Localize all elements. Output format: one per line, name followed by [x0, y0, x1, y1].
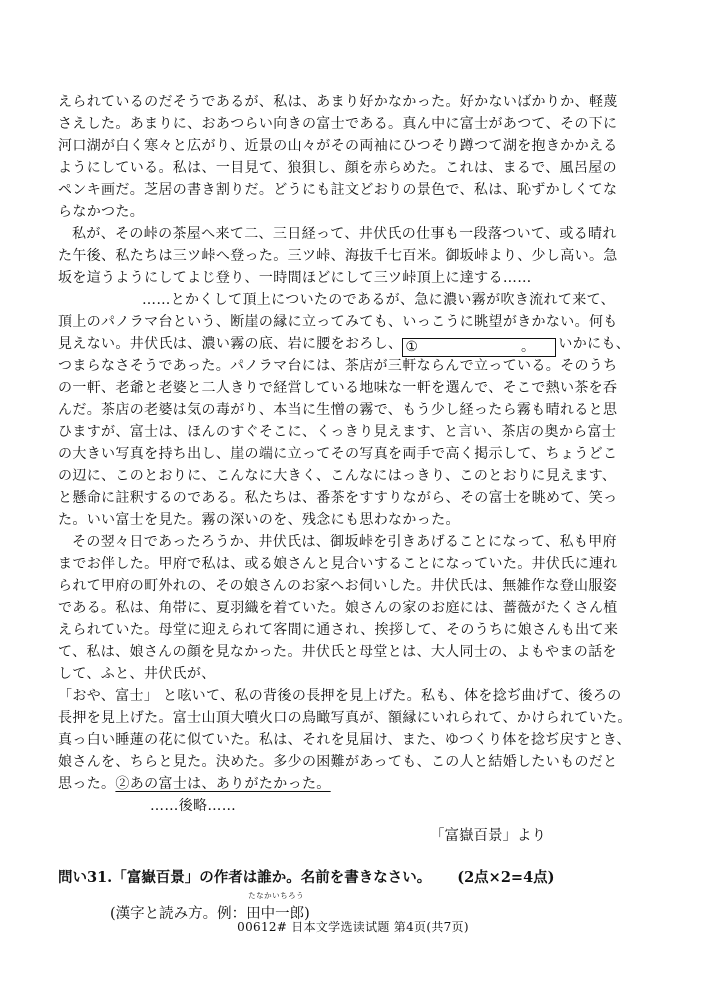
answer-blank-1[interactable]	[402, 338, 556, 357]
omitted-marker: ……後略……	[150, 798, 237, 814]
hint-text: (漢字と読み方。例：	[110, 906, 247, 922]
text-segment: 見えない。井伏氏は、濃い霧の底、岩に腰をおろし、	[58, 336, 403, 352]
question-label: 問い31.「富嶽百景」の作者は誰か。名前を書きなさい。	[58, 869, 432, 886]
text-line-with-underline	[58, 774, 658, 794]
blank-period: 。	[521, 339, 536, 355]
text-line: えられているのだそうであるが、私は、あまり好かなかった。好かないばかりか、軽蔑	[58, 94, 618, 110]
text-line: その翌々日であったろうか、井伏氏は、御坂峠を引きあげることになって、私も甲府	[72, 534, 617, 550]
text-line: の大きい写真を持ち出し、崖の端に立ってその写真を両手で高く掲示して、ちょうどこ	[58, 446, 618, 462]
text-line: 真っ白い睡蓮の花に似ていた。私は、それを見届け、また、ゆつくり体を捻ぢ戻すとき、	[58, 732, 631, 748]
text-line-with-blank	[58, 334, 658, 357]
text-line: の辺に、このとおりに、こんなに大きく、こんなにはっきり、このとおりに見えます、	[58, 468, 617, 484]
text-line: えられていた。母堂に迎えられて客間に通され、挨拶して、そのうちに娘さんも出て来	[58, 622, 619, 638]
text-line: 坂を這うようにしてよじ登り、一時間ほどにして三ツ峠頂上に達する……	[58, 270, 532, 286]
text-line: 長押を見上げた。富士山頂大噴火口の鳥瞰写真が、額縁にいれられて、かけられていた。	[58, 710, 632, 726]
blank-number: ①	[405, 339, 419, 355]
text-line: の一軒、老爺と老婆と二人きりで経営している地味な一軒を選んで、そこで熱い茶を呑	[58, 380, 618, 396]
text-line: 河口湖が白く寒々と広がり、近景の山々がその両袖にひつそり蹲つて湖を抱きかかえる	[58, 138, 618, 154]
text-line: 「おや、富士」 と呟いて、私の背後の長押を見上げた。私も、体を捻ぢ曲げて、後ろの	[58, 688, 622, 704]
text-line: 私が、その峠の茶屋へ来て二、三日経って、井伏氏の仕事も一段落ついて、或る晴れ	[72, 226, 617, 242]
text-line: らなかつた。	[58, 204, 145, 220]
text-line: た。いい富士を見た。霧の深いのを、残念にも思わなかった。	[58, 512, 460, 528]
text-line: んだ。茶店の老婆は気の毒がり、本当に生憎の霧で、もう少し経ったら霧も晴れると思	[58, 402, 618, 418]
text-line: ……とかくして頂上についたのであるが、急に濃い霧が吹き流れて来て、	[142, 292, 615, 308]
source-citation: 「富嶽百景」より	[430, 828, 546, 844]
text-line: と懸命に註釈するのである。私たちは、番茶をすすりながら、その富士を眺めて、笑っ	[58, 490, 618, 506]
text-line: ペンキ画だ。芝居の書き割りだ。どうにも註文どおりの景色で、私は、恥ずかしくてな	[58, 182, 618, 198]
question-points: (2点×2=4点)	[457, 869, 555, 886]
text-line: ひますが、富士は、ほんのすぐそこに、くっきり見えます、と言い、茶店の奥から富士	[58, 424, 617, 440]
text-line: て、私は、娘さんの顔を見なかった。井伏氏と母堂とは、大人同士の、よもやまの話を	[58, 644, 617, 660]
page-footer: 00612# 日本文学选读试题 第4页(共7页)	[237, 920, 469, 934]
text-segment: 思った。	[58, 776, 116, 792]
text-line: さえした。あまりに、おあつらい向きの富士である。真ん中に富士があつて、その下に	[58, 116, 618, 132]
example-reading: たなかいちろう	[248, 891, 305, 900]
text-line: して、ふと、井伏氏が、	[58, 666, 216, 682]
hint-text: )	[304, 906, 310, 922]
example-name-text: 田中一郎	[246, 906, 305, 922]
text-line: までお伴した。甲府で私は、或る娘さんと見合いすることになっていた。井伏氏に連れ	[58, 556, 618, 572]
underlined-sentence-2: ②あの富士は、ありがたかった。	[115, 776, 331, 792]
text-line: 頂上のパノラマ台という、断崖の縁に立ってみても、いっこうに眺望がきかない。何も	[58, 314, 618, 330]
text-line: られて甲府の町外れの、その娘さんのお家へお伺いした。井伏氏は、無雑作な登山服姿	[58, 578, 618, 594]
text-line: つまらなさそうであった。パノラマ台には、茶店が三軒ならんで立っている。そのうち	[58, 358, 618, 374]
text-segment: いかにも、	[558, 336, 631, 352]
question-31	[58, 866, 555, 887]
text-line: た午後、私たちは三ツ峠へ登った。三ツ峠、海抜千七百米。御坂峠より、少し高い。急	[58, 248, 618, 264]
text-line: である。私は、角帯に、夏羽織を着ていた。娘さんの家のお庭には、薔薇がたくさん植	[58, 600, 618, 616]
text-line: 娘さんを、ちらと見た。決めた。多少の困難があっても、この人と結婚したいものだと	[58, 754, 618, 770]
text-line: ようにしている。私は、一目見て、狼狽し、顔を赤らめた。これは、まるで、風呂屋の	[58, 160, 617, 176]
